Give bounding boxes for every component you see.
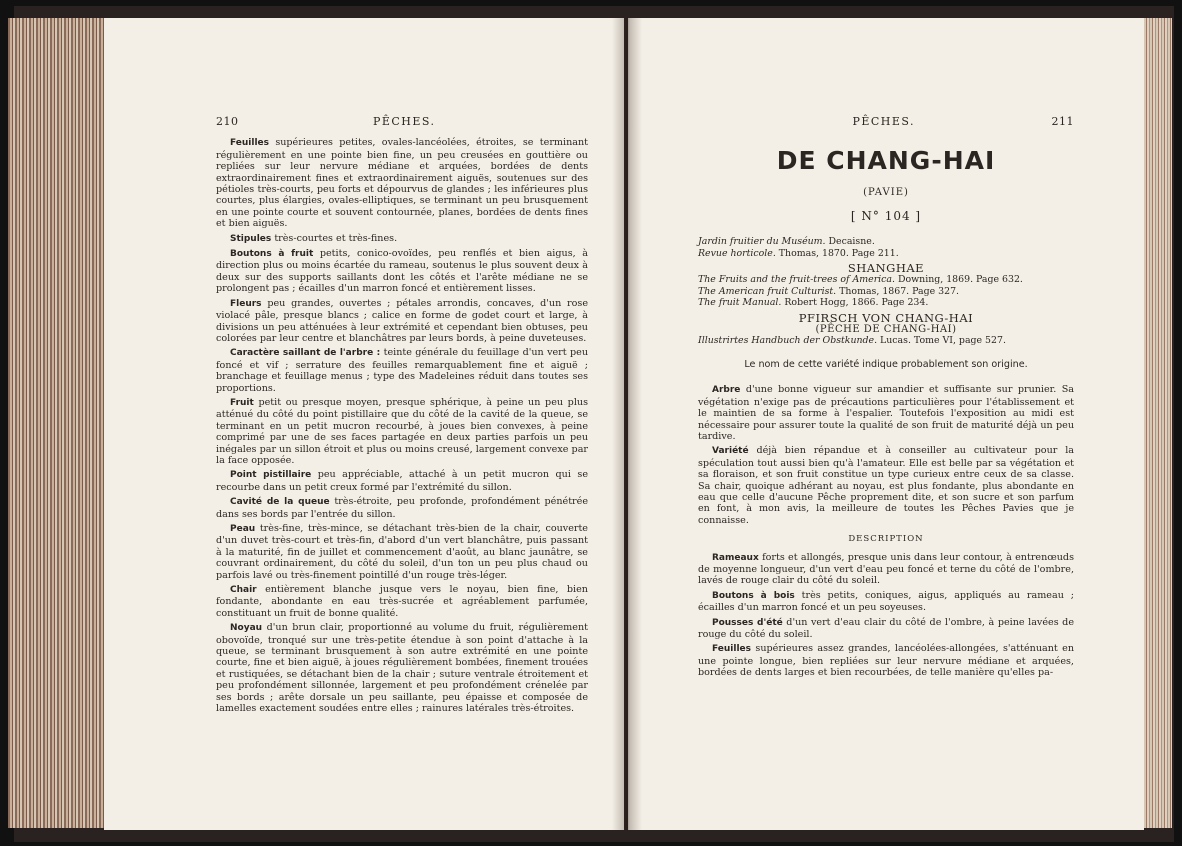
reference-author: Decaisne.: [825, 236, 875, 248]
paragraph-term: Feuilles: [230, 138, 270, 149]
paragraph-text: d'un brun clair, proportionné au volume du fruit, régulièrement obovoïde, tronqué sur une très-petite étendue à son point d'attache à la queue, se terminant brusquement à son autre extrémité en une pointe courte, fine et bien aiguë, à joues régulièrement bombées, finement trouées et rustiquées, se détachant bien de la chair ; suture ventrale étroitement et peu profondément sillonnée, largement et peu profondément crénelée par ses bords ; arête dorsale un peu saillante, peu épaisse et composée de lamelles exactement soudées entre elles ; rainures latérales très-étroites.: [216, 622, 588, 715]
paragraph-term: Noyau: [230, 623, 263, 634]
paragraph: [216, 523, 588, 581]
synonym-heading-2: PFIRSCH VON CHANG-HAI: [798, 310, 974, 325]
paragraph: [698, 617, 1074, 641]
paragraph-term: Boutons à bois: [712, 590, 795, 601]
paragraph: [216, 397, 588, 466]
paragraph: [216, 298, 588, 345]
book-edge-left: [8, 18, 106, 828]
paragraph-text: très-fine, très-mince, se détachant très-bien de la chair, couverte d'un duvet très-court et très-fin, d'abord d'un vert blanchâtre, puis passant à la maturité, fin de juillet et commencement d'août, au blanc jaunâtre, se couvrant ordinairement, du côté du soleil, d'un ton un peu plus chaud ou parfois lavé ou très-finement pointillé d'un rouge très-léger.: [216, 523, 588, 581]
paragraph: [698, 384, 1074, 442]
paragraph-text: peu grandes, ouvertes ; pétales arrondis, concaves, d'un rose violacé pâle, presque blancs ; calice en forme de godet court et large, à divisions un peu atténuées à leur extrémité et cependant bien obtuses, peu colorées par leur centre et blanchâtres par leurs bords, à peine duveteuses.: [216, 297, 588, 344]
left-page-number: 210: [216, 115, 239, 128]
reference-line: [698, 286, 1074, 297]
left-page: [104, 18, 624, 830]
reference-line: [698, 248, 1074, 259]
paragraph-text: teinte générale du feuillage d'un vert peu foncé et vif ; serrature des feuilles remarquablement fine et aiguë ; branchage et feuillage menus ; type des Madeleines réduit dans toutes ses proportions.: [216, 347, 588, 394]
left-page-content: [216, 116, 588, 718]
left-paragraphs: [216, 137, 588, 714]
paragraph: [216, 622, 588, 714]
right-paragraphs-1: [698, 384, 1074, 526]
variety-subtitle: (PAVIE): [863, 187, 909, 199]
paragraph-term: Cavité de la queue: [230, 497, 330, 508]
paragraph-text: très-étroite, peu profonde, profondément pénétrée dans ses bords par l'entrée du sillon.: [216, 496, 588, 520]
paragraph: [698, 590, 1074, 614]
right-page: [628, 18, 1144, 830]
description-heading: DESCRIPTION: [848, 534, 924, 545]
paragraph-text: petits, conico-ovoïdes, peu renflés et bien aigus, à direction plus ou moins écartée du rameau, soutenus le plus souvent deux à deux sur des supports saillants dont les côtés et l'arête médiane ne se prolongent pas ; écailles d'un marron foncé et entièrement lisses.: [216, 248, 588, 295]
book-gutter: [612, 18, 642, 830]
origin-note: Le nom de cette variété indique probablement son origine.: [744, 358, 1028, 370]
paragraph: [698, 445, 1074, 526]
paragraph: [216, 584, 588, 619]
paragraph-term: Stipules: [230, 233, 272, 244]
right-running-head: PÊCHES.: [852, 115, 916, 128]
reference-line: [698, 297, 1074, 308]
reference-author: Downing, 1869. Page 632.: [895, 274, 1023, 286]
paragraph-text: supérieures assez grandes, lancéolées-allongées, s'atténuant en une pointe longue, bien repliées sur leur nervure médiane et arquées, bordées de dents larges et bien recourbées, de telle manière qu'elles pa-: [698, 643, 1074, 679]
references-group-1: [698, 236, 1074, 259]
paragraph-term: Pousses d'été: [712, 617, 783, 628]
right-running-header: [698, 116, 1074, 127]
references-group-3: [698, 335, 1074, 346]
paragraph: [216, 233, 588, 245]
paragraph-term: Arbre: [712, 385, 741, 396]
paragraph-text: déjà bien répandue et à conseiller au cultivateur pour la spéculation tout aussi bien qu'à l'amateur. Elle est belle par sa végétation et sa floraison, et son fruit constitue un type curieux entre ceux de sa classe. Sa chair, quoique adhérant au noyau, est plus fondante, plus abondante en eau que celle d'aucune Pêche proprement dite, et son sucre et son parfum en font, à mon avis, la meilleure de toutes les Pêches Pavies que je connaisse.: [698, 445, 1074, 526]
paragraph-text: supérieures petites, ovales-lancéolées, étroites, se terminant régulièrement en une pointe bien fine, un peu creusées en gouttière ou repliées sur leur nervure médiane et arquées, bordées de dents extraordinairement fines et extraordinairement aiguës, soutenues sur des pétioles très-courts, peu forts et dépourvus de glandes ; les inférieures plus courtes, plus élargies, ovales-elliptiques, se terminant un peu brusquement en une pointe courte et souvent contournée, planes, bordées de dents fines et bien aiguës.: [216, 137, 588, 230]
paragraph-term: Fruit: [230, 397, 254, 408]
paragraph-text: d'un vert d'eau clair du côté de l'ombre, à peine lavées de rouge du côté du soleil.: [698, 616, 1074, 640]
reference-author: Robert Hogg, 1866. Page 234.: [781, 297, 929, 309]
reference-line: [698, 274, 1074, 285]
paragraph-text: entièrement blanche jusque vers le noyau, bien fine, bien fondante, abondante en eau très-sucrée et agréablement parfumée, constituant un fruit de bonne qualité.: [216, 584, 588, 619]
reference-line: [698, 236, 1074, 247]
paragraph: [216, 137, 588, 229]
reference-line: [698, 335, 1074, 346]
paragraph-term: Fleurs: [230, 298, 262, 309]
reference-author: Lucas. Tome VI, page 527.: [877, 335, 1006, 347]
left-running-header: [216, 116, 588, 127]
paragraph: [698, 552, 1074, 587]
paragraph-text: très petits, coniques, aigus, appliqués au rameau ; écailles d'un marron foncé et un peu soyeuses.: [698, 589, 1074, 614]
synonym-heading-1: SHANGHAE: [847, 261, 925, 276]
references-group-2: [698, 274, 1074, 308]
synonym-heading-2-sub: (PÊCHE DE CHANG-HAI): [815, 324, 957, 336]
paragraph: [698, 643, 1074, 678]
variety-title: DE CHANG-HAI: [776, 146, 996, 176]
reference-work: Jardin fruitier du Muséum.: [698, 236, 826, 248]
paragraph: [216, 469, 588, 493]
paragraph: [216, 496, 588, 520]
paragraph-term: Caractère saillant de l'arbre :: [230, 348, 381, 359]
paragraph-term: Feuilles: [712, 644, 752, 655]
left-running-head: PÊCHES.: [372, 115, 436, 128]
right-page-content: [698, 116, 1074, 682]
paragraph-text: petit ou presque moyen, presque sphérique, à peine un peu plus atténué du côté du point pistillaire que du côté de la cavité de la queue, se terminant en un petit mucron recourbé, à joues bien convexes, à peine comprimé par une de ses faces partagée en deux parties parfois un peu inégales par un sillon étroit et plus ou moins creusé, largement convexe par la face opposée.: [216, 396, 588, 466]
paragraph: [216, 347, 588, 394]
paragraph-term: Chair: [230, 585, 257, 596]
reference-author: Thomas, 1867. Page 327.: [836, 285, 960, 297]
paragraph-term: Variété: [712, 446, 749, 457]
paragraph-text: forts et allongés, presque unis dans leur contour, à entrenœuds de moyenne longueur, d'un vert d'eau peu foncé et terne du côté de l'ombre, lavés de rouge clair du côté du soleil.: [698, 551, 1074, 587]
variety-number: [ N° 104 ]: [850, 208, 922, 223]
paragraph: [216, 248, 588, 295]
right-page-number: 211: [1051, 115, 1074, 128]
right-paragraphs-2: [698, 552, 1074, 679]
paragraph-term: Boutons à fruit: [230, 249, 314, 260]
reference-work: Illustrirtes Handbuch der Obstkunde.: [698, 335, 878, 347]
paragraph-text: d'une bonne vigueur sur amandier et suffisante sur prunier. Sa végétation n'exige pas de précautions particulières pour l'établissement et le maintien de sa forme à l'espalier. Toutefois l'exposition au midi est nécessaire pour assurer toute la qualité de son fruit de maturité déjà un peu tardive.: [698, 384, 1074, 442]
reference-work: The American fruit Culturist.: [698, 285, 837, 297]
paragraph-term: Rameaux: [712, 552, 759, 563]
reference-work: The Fruits and the fruit-trees of America.: [698, 274, 896, 286]
reference-work: The fruit Manual.: [698, 297, 782, 309]
reference-author: Thomas, 1870. Page 211.: [775, 247, 899, 259]
paragraph-text: très-courtes et très-fines.: [271, 232, 398, 244]
paragraph-text: peu appréciable, attaché à un petit mucron qui se recourbe dans un petit creux formé par l'extrémité du sillon.: [216, 469, 588, 493]
reference-work: Revue horticole.: [698, 247, 776, 259]
paragraph-term: Peau: [230, 524, 256, 534]
paragraph-term: Point pistillaire: [230, 470, 312, 481]
